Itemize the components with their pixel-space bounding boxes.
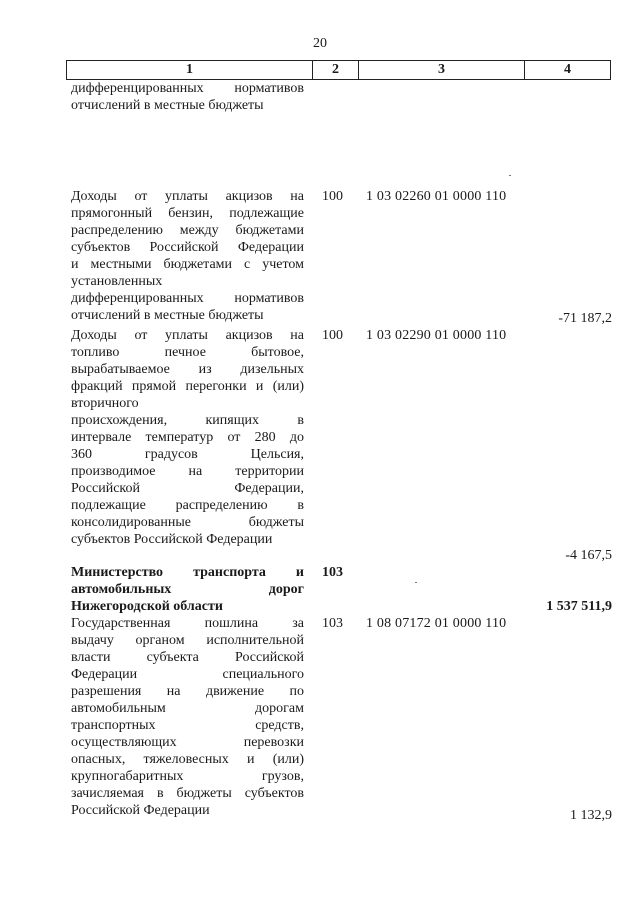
description-line: крупногабаритных грузов, bbox=[71, 769, 304, 784]
description-line: автомобильных дорог bbox=[71, 582, 304, 597]
row-1-kbk: 1 03 02260 01 0000 110 bbox=[366, 189, 507, 204]
description-line: 360 градусов Цельсия, bbox=[71, 447, 304, 462]
row-2-amount: -4 167,5 bbox=[565, 548, 612, 563]
description-line: Нижегородской области bbox=[71, 599, 223, 614]
scan-speck bbox=[509, 175, 511, 176]
description-line: топливо печное бытовое, bbox=[71, 345, 304, 360]
description-line: интервале температур от 280 до bbox=[71, 430, 304, 445]
row-4-description bbox=[71, 615, 304, 819]
description-line: власти субъекта Российской bbox=[71, 650, 304, 665]
description-line: Доходы от уплаты акцизов на bbox=[71, 189, 304, 204]
row-4-amount: 1 132,9 bbox=[570, 808, 612, 823]
row-2-description bbox=[71, 327, 304, 548]
row-2-code: 100 bbox=[322, 328, 343, 343]
description-line: распределению между бюджетами bbox=[71, 223, 304, 238]
description-line: Министерство транспорта и bbox=[71, 565, 304, 580]
header-col-3: 3 bbox=[359, 61, 525, 79]
description-line: и местными бюджетами с учетом bbox=[71, 257, 304, 272]
description-line: дифференцированных нормативов bbox=[71, 291, 304, 306]
description-line: субъектов Российской Федерации bbox=[71, 240, 304, 255]
header-col-1: 1 bbox=[67, 61, 313, 79]
description-line: прямогонный бензин, подлежащие bbox=[71, 206, 304, 221]
row-3-description bbox=[71, 564, 304, 615]
description-line: установленных bbox=[71, 274, 163, 289]
description-line: отчислений в местные бюджеты bbox=[71, 98, 264, 113]
row-1-description bbox=[71, 188, 304, 324]
description-line: Российской Федерации bbox=[71, 803, 210, 818]
header-col-2: 2 bbox=[313, 61, 359, 79]
row-4-code: 103 bbox=[322, 616, 343, 631]
description-line: производимое на территории bbox=[71, 464, 304, 479]
description-line: транспортных средств, bbox=[71, 718, 304, 733]
description-line: отчислений в местные бюджеты bbox=[71, 308, 264, 323]
description-line: вторичного bbox=[71, 396, 139, 411]
row-1-code: 100 bbox=[322, 189, 343, 204]
row-3-amount: 1 537 511,9 bbox=[546, 599, 612, 614]
description-line: консолидированные бюджеты bbox=[71, 515, 304, 530]
description-line: выдачу органом исполнительной bbox=[71, 633, 304, 648]
scan-speck bbox=[415, 582, 417, 583]
description-line: субъектов Российской Федерации bbox=[71, 532, 273, 547]
description-line: Российской Федерации, bbox=[71, 481, 304, 496]
row-4-kbk: 1 08 07172 01 0000 110 bbox=[366, 616, 507, 631]
row-3-code: 103 bbox=[322, 565, 343, 580]
description-line: происхождения, кипящих в bbox=[71, 413, 304, 428]
description-line: вырабатываемое из дизельных bbox=[71, 362, 304, 377]
description-line: подлежащие распределению в bbox=[71, 498, 304, 513]
description-line: осуществляющих перевозки bbox=[71, 735, 304, 750]
description-line: Федерации специального bbox=[71, 667, 304, 682]
row-0-description bbox=[71, 80, 304, 114]
row-2-kbk: 1 03 02290 01 0000 110 bbox=[366, 328, 507, 343]
row-1-amount: -71 187,2 bbox=[558, 311, 612, 326]
description-line: опасных, тяжеловесных и (или) bbox=[71, 752, 304, 767]
page-number: 20 bbox=[313, 36, 327, 51]
description-line: зачисляемая в бюджеты субъектов bbox=[71, 786, 304, 801]
description-line: разрешения на движение по bbox=[71, 684, 304, 699]
header-col-4: 4 bbox=[564, 62, 571, 77]
description-line: Государственная пошлина за bbox=[71, 616, 304, 631]
table-header bbox=[66, 60, 611, 80]
description-line: Доходы от уплаты акцизов на bbox=[71, 328, 304, 343]
description-line: автомобильным дорогам bbox=[71, 701, 304, 716]
description-line: фракций прямой перегонки и (или) bbox=[71, 379, 304, 394]
description-line: дифференцированных нормативов bbox=[71, 81, 304, 96]
